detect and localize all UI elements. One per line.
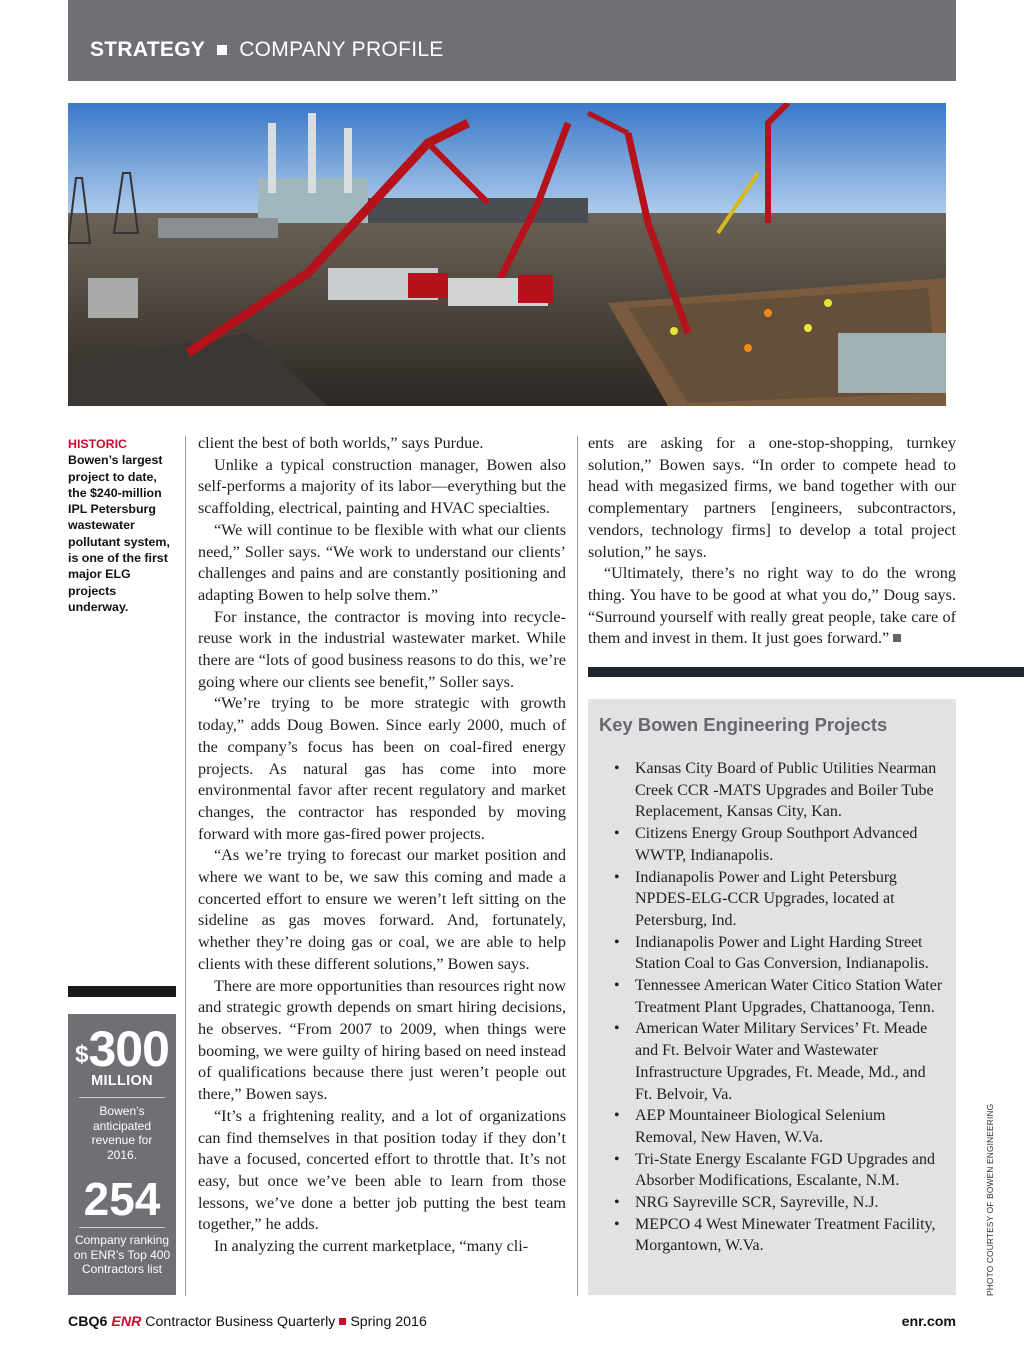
project-item: • Indianapolis Power and Light Harding Street Station Coal to Gas Conversion, Indianapolis. — [600, 932, 946, 975]
closing-paragraph-text: “Ultimately, there’s no right way to do the wrong thing. You have to be good at what you do,” Doug says. “Surround yourself with really great people, take care of them and invest in them. It just goes forward.” — [588, 564, 956, 648]
paragraph: “It’s a frightening reality, and a lot of organizations can find themselves in that position today if they don’t have a focused, concerted effort to throttle that. It’s not easy, but once we’ve been able to learn from those lessons, we’ve done a better job putting the best team together,” he adds. — [198, 1106, 566, 1234]
sidebar-title: Key Bowen Engineering Projects — [599, 714, 888, 735]
footer-left — [68, 1314, 427, 1330]
site-url[interactable]: enr.com — [901, 1314, 956, 1330]
caption-text: Bowen’s largest project to date, the $240-million IPL Petersburg wastewater pollutant system, is one of the first major ELG projects underway. — [68, 453, 170, 614]
paragraph: client the best of both worlds,” says Purdue. — [198, 434, 484, 452]
column-divider — [577, 436, 578, 1296]
stat-revenue-number: 300 — [88, 1021, 169, 1077]
paragraph: “We’re trying to be more strategic with growth today,” adds Doug Bowen. Since early 2000, much of the company’s focus has been on coal-fired energy projects. As natural gas has come into more environmental favor after recent regulatory and market changes, the contractor has responded by moving forward with more gas-fired power projects. — [198, 694, 566, 843]
photo-caption — [68, 436, 176, 615]
paragraph: ents are asking for a one-stop-shopping, turnkey solution,” Bowen says. “In order to compete head to head with megasized firms, we band together with our complementary partners [engineers, subcontractors, vendors, technology firms] to develop a total project solution,” he says. — [588, 434, 956, 561]
photo-credit: PHOTO COURTESY OF BOWEN ENGINEERING — [985, 1103, 995, 1296]
article-column-1 — [198, 433, 566, 1258]
project-item: • MEPCO 4 West Minewater Treatment Facility, Morgantown, W.Va. — [600, 1214, 946, 1257]
construction-site-photo — [68, 103, 946, 406]
project-item: • AEP Mountaineer Biological Selenium Removal, New Haven, W.Va. — [600, 1105, 946, 1148]
paragraph: In analyzing the current marketplace, “many cli- — [214, 1237, 529, 1256]
page-header — [68, 0, 956, 81]
project-item: • Tennessee American Water Citico Station Water Treatment Plant Upgrades, Chattanooga, Tenn. — [600, 975, 946, 1018]
paragraph: “We will continue to be flexible with what our clients need,” Soller says. “We work to understand our clients’ challenges and pains and are constantly positioning and adapting Bowen to help solve them.” — [198, 520, 566, 604]
project-item: • Kansas City Board of Public Utilities Nearman Creek CCR -MATS Upgrades and Boiler Tube Replacement, Kansas City, Kan. — [600, 758, 946, 823]
stat-ranking-desc: Company ranking on ENR’s Top 400 Contractors list — [73, 1233, 171, 1276]
publication-name: Contractor Business Quarterly — [145, 1314, 336, 1330]
stat-revenue-unit: MILLION — [91, 1073, 153, 1089]
footer-separator-square — [339, 1318, 346, 1325]
sidebar-rule — [588, 667, 1024, 677]
key-projects-sidebar — [588, 699, 956, 1295]
header-text — [90, 38, 444, 62]
stat-revenue-desc: Bowen’s anticipated revenue for 2016. — [91, 1104, 153, 1162]
stat-divider — [79, 1097, 165, 1098]
project-item: • American Water Military Services’ Ft. Meade and Ft. Belvoir Water and Wastewater Infrastructure Upgrades, Ft. Meade, Md., and Ft. Belvoir, Va. — [600, 1018, 946, 1105]
page-number: CBQ6 — [68, 1314, 108, 1330]
paragraph: For instance, the contractor is moving into recycle-reuse work in the industrial wastewater market. While there are “lots of good business reasons to do this, we’re going where our clients see benefit,” Soller says. — [198, 607, 566, 691]
header-subsection: COMPANY PROFILE — [239, 38, 444, 61]
project-list — [600, 758, 946, 1257]
stat-divider — [79, 1227, 165, 1228]
project-item: • Tri-State Energy Escalante FGD Upgrades and Absorber Modifications, Escalante, N.M. — [600, 1149, 946, 1192]
header-separator-square — [217, 45, 227, 55]
brand-logo: ENR — [111, 1314, 142, 1330]
stats-box — [68, 1014, 176, 1295]
stat-ranking-value: 254 — [83, 1173, 161, 1225]
stat-currency: $ — [75, 1041, 88, 1068]
paragraph: There are more opportunities than resources right now and strategic growth depends on smart hiring decisions, he observes. “From 2007 to 2009, when things were booming, we were guilty of hiring based on need instead of qualifications because there just weren’t people out there,” Bowen says. — [198, 976, 566, 1104]
paragraph: “As we’re trying to forecast our market position and where we want to be, we saw this coming and made a concerted effort to ensure we weren’t left sitting on the sideline as gas moves forward. And, fortunately, whether they’re doing gas or coal, we are able to help clients with these different solutions,” Bowen says. — [198, 846, 566, 973]
paragraph — [588, 563, 956, 650]
project-item: • Citizens Energy Group Southport Advanced WWTP, Indianapolis. — [600, 823, 946, 866]
caption-tag: HISTORIC — [68, 437, 127, 451]
paragraph: Unlike a typical construction manager, Bowen also self-performs a majority of its labor—everything but the scaffolding, electrical, painting and HVAC specialties. — [198, 455, 566, 518]
article-column-2 — [588, 433, 956, 650]
stat-revenue-value — [68, 1020, 176, 1078]
stat-rule — [68, 986, 176, 997]
column-divider — [185, 436, 186, 1296]
end-mark-icon — [893, 634, 901, 642]
issue-date: Spring 2016 — [350, 1314, 427, 1330]
header-section: STRATEGY — [90, 38, 206, 61]
project-item: • NRG Sayreville SCR, Sayreville, N.J. — [600, 1192, 946, 1214]
project-item: • Indianapolis Power and Light Petersburg NPDES-ELG-CCR Upgrades, located at Petersburg, Ind. — [600, 867, 946, 932]
